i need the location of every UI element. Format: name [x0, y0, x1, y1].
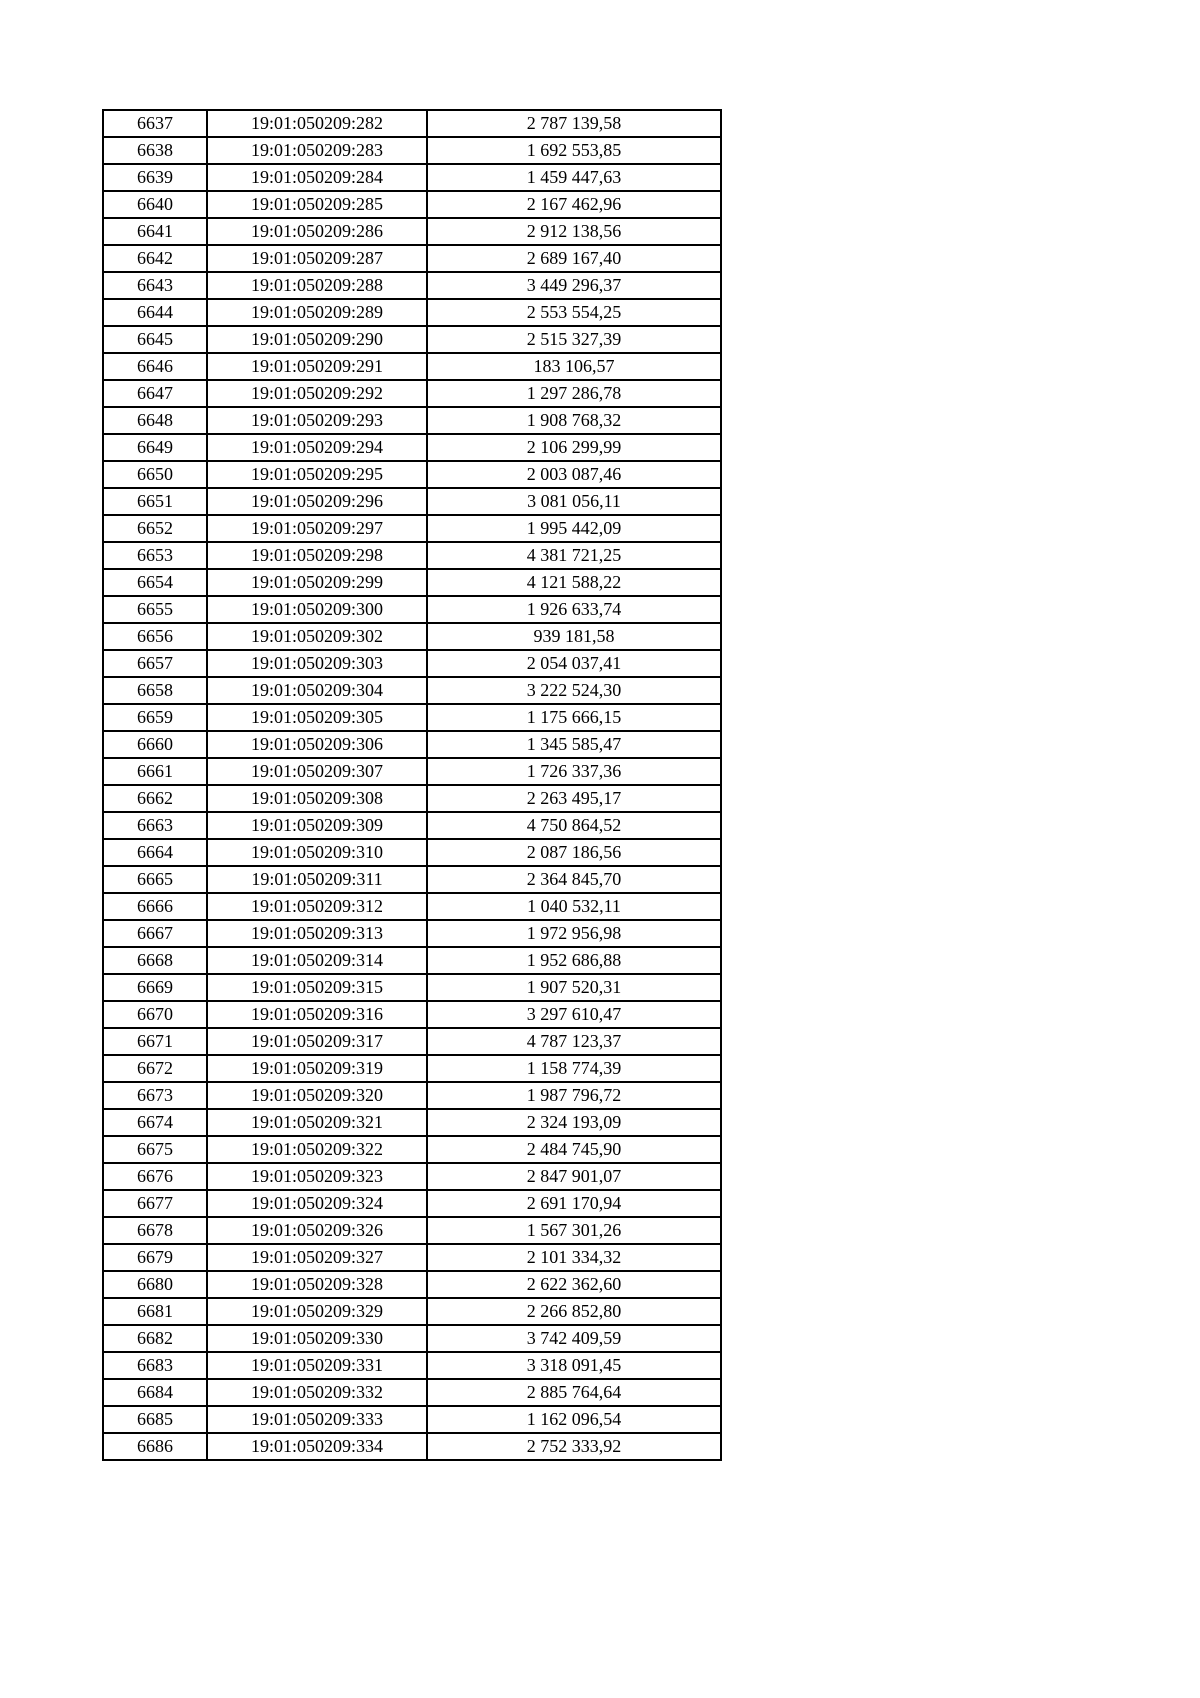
row-number-cell: 6671 [103, 1028, 207, 1055]
row-number-cell: 6686 [103, 1433, 207, 1460]
value-cell: 3 081 056,11 [427, 488, 721, 515]
value-cell: 3 742 409,59 [427, 1325, 721, 1352]
cadastral-number-cell: 19:01:050209:304 [207, 677, 427, 704]
table-row [103, 1406, 721, 1433]
cadastral-number-cell: 19:01:050209:303 [207, 650, 427, 677]
data-table [102, 109, 722, 1461]
value-cell: 2 752 333,92 [427, 1433, 721, 1460]
cadastral-number-cell: 19:01:050209:289 [207, 299, 427, 326]
table-row [103, 191, 721, 218]
row-number-cell: 6666 [103, 893, 207, 920]
value-cell: 1 972 956,98 [427, 920, 721, 947]
value-cell: 2 787 139,58 [427, 110, 721, 137]
table-row [103, 650, 721, 677]
row-number-cell: 6664 [103, 839, 207, 866]
table-row [103, 164, 721, 191]
row-number-cell: 6685 [103, 1406, 207, 1433]
cadastral-number-cell: 19:01:050209:316 [207, 1001, 427, 1028]
cadastral-number-cell: 19:01:050209:314 [207, 947, 427, 974]
row-number-cell: 6638 [103, 137, 207, 164]
row-number-cell: 6681 [103, 1298, 207, 1325]
value-cell: 2 106 299,99 [427, 434, 721, 461]
row-number-cell: 6682 [103, 1325, 207, 1352]
row-number-cell: 6648 [103, 407, 207, 434]
row-number-cell: 6647 [103, 380, 207, 407]
value-cell: 1 995 442,09 [427, 515, 721, 542]
table-row [103, 1028, 721, 1055]
value-cell: 1 987 796,72 [427, 1082, 721, 1109]
value-cell: 4 121 588,22 [427, 569, 721, 596]
cadastral-number-cell: 19:01:050209:306 [207, 731, 427, 758]
value-cell: 2 167 462,96 [427, 191, 721, 218]
value-cell: 2 691 170,94 [427, 1190, 721, 1217]
cadastral-number-cell: 19:01:050209:295 [207, 461, 427, 488]
table-row [103, 812, 721, 839]
value-cell: 2 885 764,64 [427, 1379, 721, 1406]
table-row [103, 866, 721, 893]
cadastral-number-cell: 19:01:050209:309 [207, 812, 427, 839]
cadastral-number-cell: 19:01:050209:292 [207, 380, 427, 407]
table-row [103, 326, 721, 353]
cadastral-number-cell: 19:01:050209:285 [207, 191, 427, 218]
table-row [103, 353, 721, 380]
row-number-cell: 6654 [103, 569, 207, 596]
value-cell: 1 567 301,26 [427, 1217, 721, 1244]
row-number-cell: 6680 [103, 1271, 207, 1298]
value-cell: 3 318 091,45 [427, 1352, 721, 1379]
value-cell: 1 297 286,78 [427, 380, 721, 407]
value-cell: 1 952 686,88 [427, 947, 721, 974]
cadastral-number-cell: 19:01:050209:328 [207, 1271, 427, 1298]
cadastral-number-cell: 19:01:050209:334 [207, 1433, 427, 1460]
table-row [103, 434, 721, 461]
value-cell: 3 297 610,47 [427, 1001, 721, 1028]
row-number-cell: 6649 [103, 434, 207, 461]
row-number-cell: 6637 [103, 110, 207, 137]
value-cell: 1 345 585,47 [427, 731, 721, 758]
value-cell: 3 222 524,30 [427, 677, 721, 704]
table-row [103, 299, 721, 326]
cadastral-number-cell: 19:01:050209:287 [207, 245, 427, 272]
table-body [103, 110, 721, 1460]
row-number-cell: 6684 [103, 1379, 207, 1406]
value-cell: 2 553 554,25 [427, 299, 721, 326]
row-number-cell: 6639 [103, 164, 207, 191]
cadastral-number-cell: 19:01:050209:308 [207, 785, 427, 812]
row-number-cell: 6683 [103, 1352, 207, 1379]
row-number-cell: 6642 [103, 245, 207, 272]
table-row [103, 758, 721, 785]
row-number-cell: 6645 [103, 326, 207, 353]
table-row [103, 1163, 721, 1190]
cadastral-number-cell: 19:01:050209:323 [207, 1163, 427, 1190]
table-row [103, 839, 721, 866]
value-cell: 2 364 845,70 [427, 866, 721, 893]
value-cell: 1 040 532,11 [427, 893, 721, 920]
table-row [103, 272, 721, 299]
table-row [103, 731, 721, 758]
value-cell: 1 692 553,85 [427, 137, 721, 164]
cadastral-number-cell: 19:01:050209:324 [207, 1190, 427, 1217]
table-row [103, 245, 721, 272]
cadastral-number-cell: 19:01:050209:302 [207, 623, 427, 650]
row-number-cell: 6644 [103, 299, 207, 326]
cadastral-number-cell: 19:01:050209:321 [207, 1109, 427, 1136]
cadastral-number-cell: 19:01:050209:326 [207, 1217, 427, 1244]
value-cell: 2 003 087,46 [427, 461, 721, 488]
row-number-cell: 6672 [103, 1055, 207, 1082]
cadastral-number-cell: 19:01:050209:312 [207, 893, 427, 920]
value-cell: 2 266 852,80 [427, 1298, 721, 1325]
table-row [103, 974, 721, 1001]
table-row [103, 218, 721, 245]
row-number-cell: 6673 [103, 1082, 207, 1109]
row-number-cell: 6665 [103, 866, 207, 893]
value-cell: 2 515 327,39 [427, 326, 721, 353]
row-number-cell: 6646 [103, 353, 207, 380]
value-cell: 2 324 193,09 [427, 1109, 721, 1136]
cadastral-number-cell: 19:01:050209:282 [207, 110, 427, 137]
table-row [103, 1298, 721, 1325]
table-row [103, 704, 721, 731]
table-row [103, 785, 721, 812]
cadastral-number-cell: 19:01:050209:296 [207, 488, 427, 515]
table-row [103, 1244, 721, 1271]
table-row [103, 1190, 721, 1217]
table-row [103, 1325, 721, 1352]
value-cell: 1 158 774,39 [427, 1055, 721, 1082]
row-number-cell: 6662 [103, 785, 207, 812]
value-cell: 2 847 901,07 [427, 1163, 721, 1190]
value-cell: 2 101 334,32 [427, 1244, 721, 1271]
value-cell: 183 106,57 [427, 353, 721, 380]
value-cell: 1 907 520,31 [427, 974, 721, 1001]
cadastral-number-cell: 19:01:050209:327 [207, 1244, 427, 1271]
cadastral-number-cell: 19:01:050209:313 [207, 920, 427, 947]
row-number-cell: 6678 [103, 1217, 207, 1244]
cadastral-number-cell: 19:01:050209:307 [207, 758, 427, 785]
cadastral-number-cell: 19:01:050209:329 [207, 1298, 427, 1325]
value-cell: 4 381 721,25 [427, 542, 721, 569]
value-cell: 2 912 138,56 [427, 218, 721, 245]
value-cell: 1 459 447,63 [427, 164, 721, 191]
row-number-cell: 6643 [103, 272, 207, 299]
table-row [103, 1055, 721, 1082]
cadastral-number-cell: 19:01:050209:286 [207, 218, 427, 245]
row-number-cell: 6669 [103, 974, 207, 1001]
row-number-cell: 6674 [103, 1109, 207, 1136]
cadastral-number-cell: 19:01:050209:305 [207, 704, 427, 731]
cadastral-number-cell: 19:01:050209:330 [207, 1325, 427, 1352]
table-row [103, 1109, 721, 1136]
table-row [103, 596, 721, 623]
table-row [103, 947, 721, 974]
value-cell: 2 263 495,17 [427, 785, 721, 812]
cadastral-number-cell: 19:01:050209:319 [207, 1055, 427, 1082]
value-cell: 2 622 362,60 [427, 1271, 721, 1298]
table-row [103, 1136, 721, 1163]
table-row [103, 893, 721, 920]
cadastral-number-cell: 19:01:050209:299 [207, 569, 427, 596]
cadastral-number-cell: 19:01:050209:331 [207, 1352, 427, 1379]
row-number-cell: 6652 [103, 515, 207, 542]
table-row [103, 1001, 721, 1028]
table-row [103, 1352, 721, 1379]
cadastral-number-cell: 19:01:050209:298 [207, 542, 427, 569]
cadastral-number-cell: 19:01:050209:317 [207, 1028, 427, 1055]
cadastral-number-cell: 19:01:050209:297 [207, 515, 427, 542]
row-number-cell: 6651 [103, 488, 207, 515]
cadastral-number-cell: 19:01:050209:300 [207, 596, 427, 623]
table-row [103, 515, 721, 542]
table-row [103, 677, 721, 704]
value-cell: 3 449 296,37 [427, 272, 721, 299]
table-row [103, 920, 721, 947]
row-number-cell: 6679 [103, 1244, 207, 1271]
row-number-cell: 6670 [103, 1001, 207, 1028]
row-number-cell: 6653 [103, 542, 207, 569]
value-cell: 939 181,58 [427, 623, 721, 650]
value-cell: 2 689 167,40 [427, 245, 721, 272]
value-cell: 1 175 666,15 [427, 704, 721, 731]
table-row [103, 1433, 721, 1460]
cadastral-number-cell: 19:01:050209:291 [207, 353, 427, 380]
value-cell: 2 087 186,56 [427, 839, 721, 866]
row-number-cell: 6675 [103, 1136, 207, 1163]
row-number-cell: 6676 [103, 1163, 207, 1190]
table-row [103, 569, 721, 596]
cadastral-number-cell: 19:01:050209:283 [207, 137, 427, 164]
table-row [103, 623, 721, 650]
value-cell: 1 926 633,74 [427, 596, 721, 623]
value-cell: 1 908 768,32 [427, 407, 721, 434]
cadastral-number-cell: 19:01:050209:293 [207, 407, 427, 434]
table-row [103, 137, 721, 164]
row-number-cell: 6677 [103, 1190, 207, 1217]
cadastral-number-cell: 19:01:050209:310 [207, 839, 427, 866]
table-row [103, 461, 721, 488]
row-number-cell: 6661 [103, 758, 207, 785]
table-row [103, 110, 721, 137]
cadastral-number-cell: 19:01:050209:288 [207, 272, 427, 299]
value-cell: 2 484 745,90 [427, 1136, 721, 1163]
row-number-cell: 6650 [103, 461, 207, 488]
table-row [103, 1082, 721, 1109]
table-row [103, 1271, 721, 1298]
table-row [103, 1379, 721, 1406]
cadastral-number-cell: 19:01:050209:315 [207, 974, 427, 1001]
row-number-cell: 6640 [103, 191, 207, 218]
row-number-cell: 6667 [103, 920, 207, 947]
cadastral-number-cell: 19:01:050209:311 [207, 866, 427, 893]
row-number-cell: 6663 [103, 812, 207, 839]
cadastral-number-cell: 19:01:050209:284 [207, 164, 427, 191]
value-cell: 4 787 123,37 [427, 1028, 721, 1055]
row-number-cell: 6658 [103, 677, 207, 704]
table-row [103, 407, 721, 434]
table-row [103, 488, 721, 515]
value-cell: 1 726 337,36 [427, 758, 721, 785]
cadastral-number-cell: 19:01:050209:332 [207, 1379, 427, 1406]
row-number-cell: 6657 [103, 650, 207, 677]
table-row [103, 380, 721, 407]
cadastral-number-cell: 19:01:050209:320 [207, 1082, 427, 1109]
cadastral-number-cell: 19:01:050209:333 [207, 1406, 427, 1433]
value-cell: 1 162 096,54 [427, 1406, 721, 1433]
cadastral-number-cell: 19:01:050209:290 [207, 326, 427, 353]
value-cell: 4 750 864,52 [427, 812, 721, 839]
row-number-cell: 6656 [103, 623, 207, 650]
row-number-cell: 6655 [103, 596, 207, 623]
row-number-cell: 6668 [103, 947, 207, 974]
cadastral-number-cell: 19:01:050209:322 [207, 1136, 427, 1163]
row-number-cell: 6660 [103, 731, 207, 758]
table-row [103, 542, 721, 569]
row-number-cell: 6659 [103, 704, 207, 731]
cadastral-number-cell: 19:01:050209:294 [207, 434, 427, 461]
value-cell: 2 054 037,41 [427, 650, 721, 677]
table-row [103, 1217, 721, 1244]
row-number-cell: 6641 [103, 218, 207, 245]
